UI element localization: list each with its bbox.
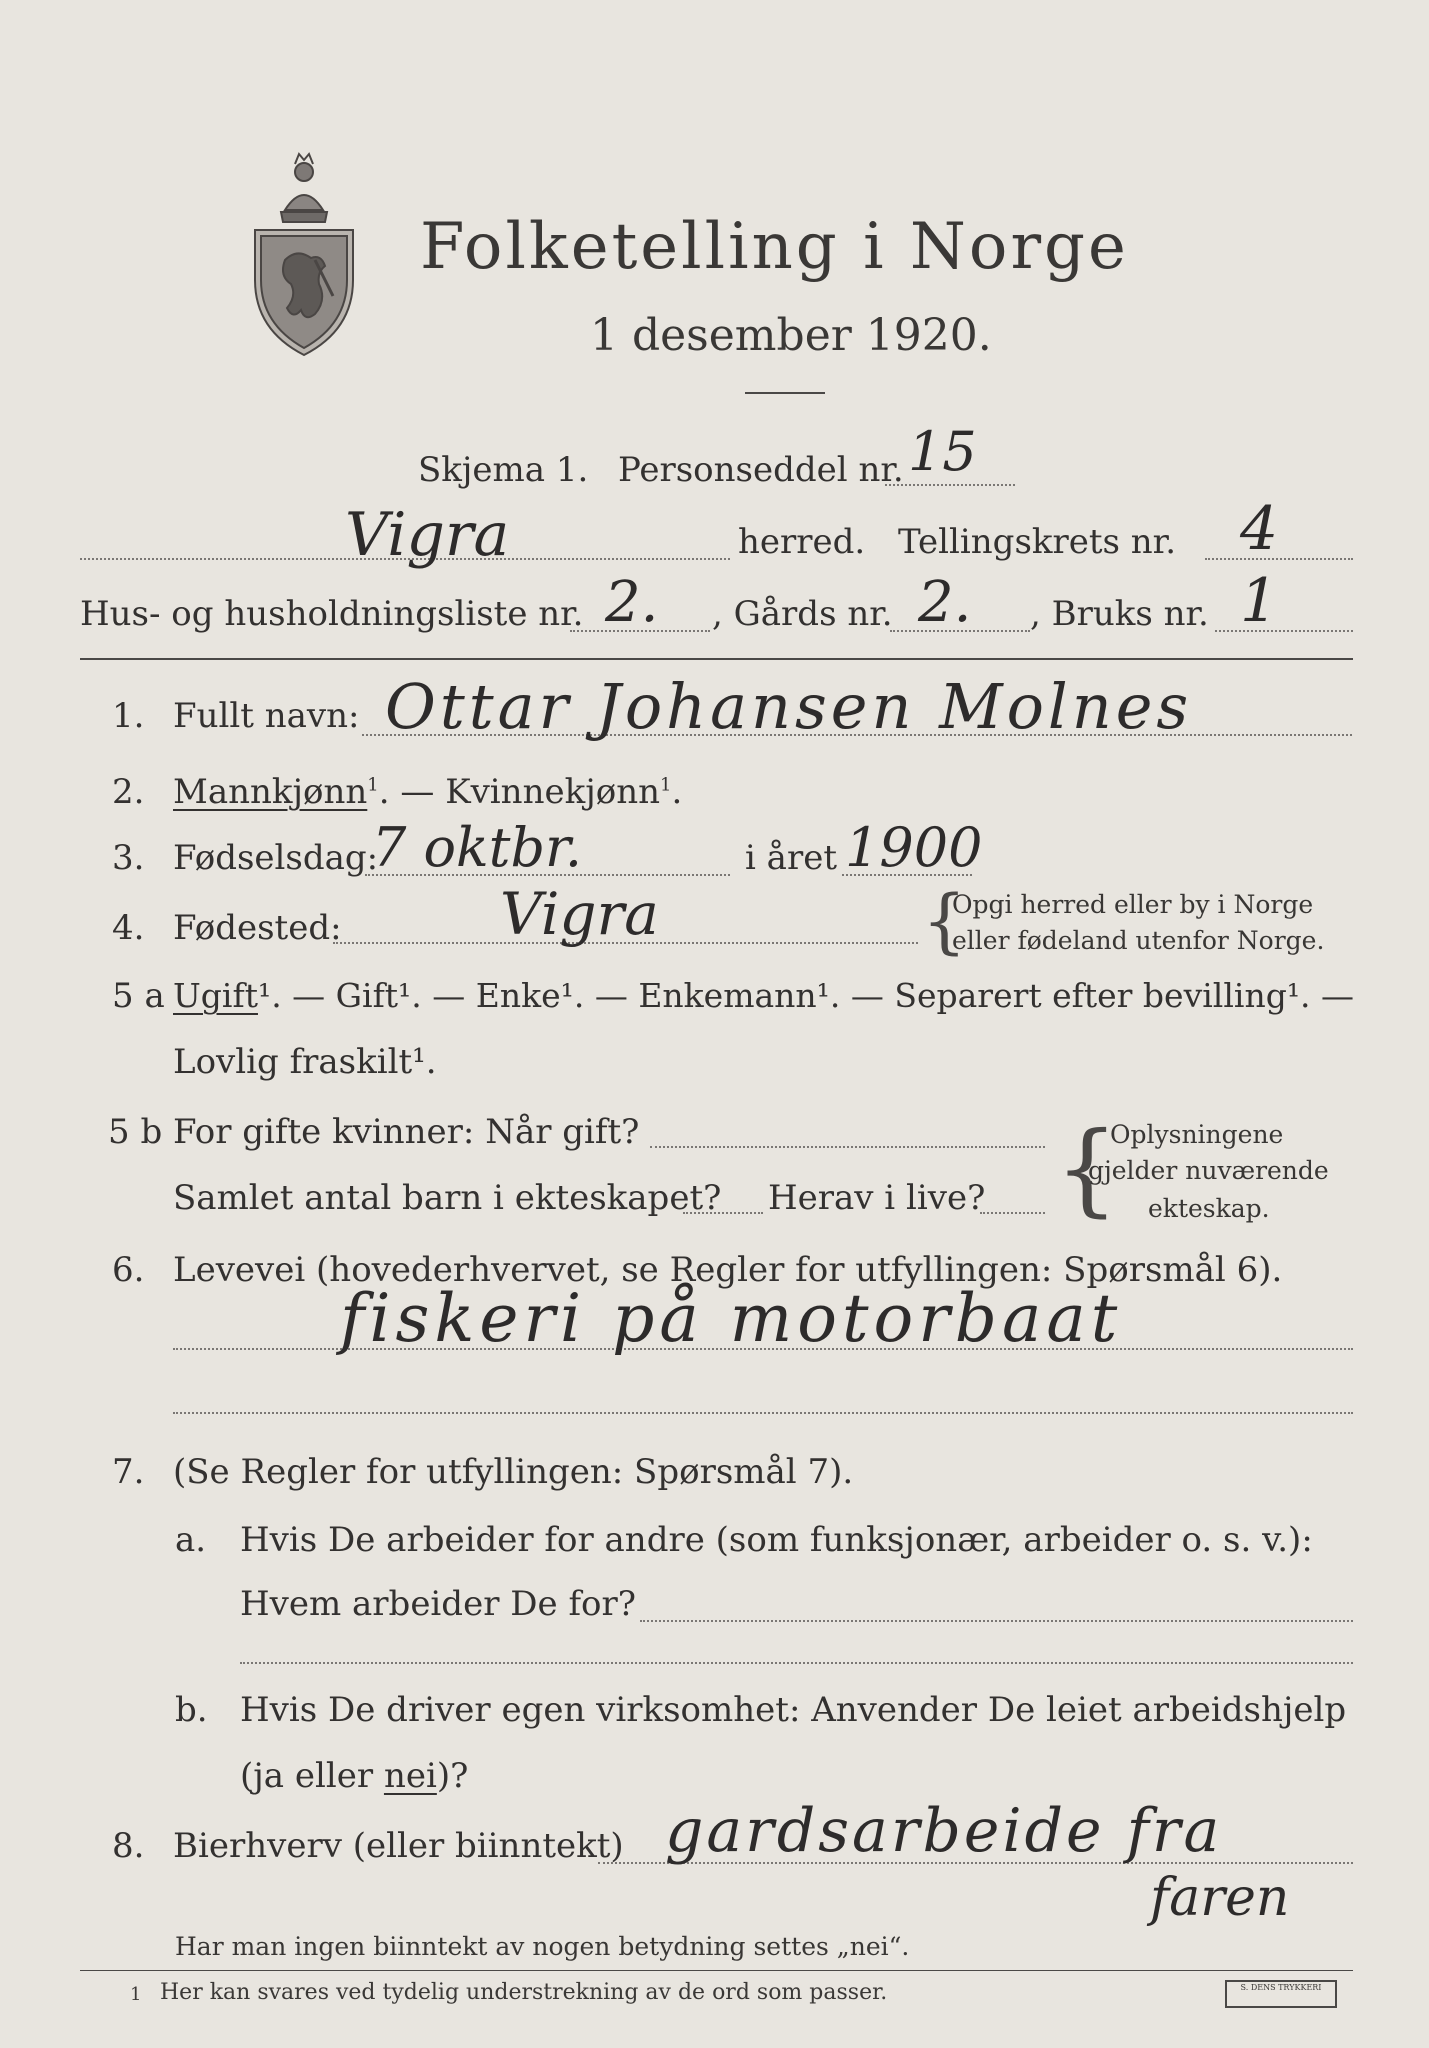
side-income-value-line2: faren <box>1150 1868 1290 1928</box>
q5b-note-line2: gjelder nuværende <box>1088 1156 1329 1185</box>
personseddel-value: 15 <box>908 420 977 483</box>
full-name-value: Ottar Johansen Molnes <box>385 670 1193 743</box>
married-when-field[interactable] <box>650 1146 1045 1148</box>
gards-value: 2. <box>918 570 972 635</box>
footnote-number: 1 <box>130 1984 142 2005</box>
tellingskrets-value: 4 <box>1240 494 1279 564</box>
gards-label: , Gårds nr. <box>712 594 893 634</box>
q7b-question <box>240 1756 468 1796</box>
q4-brace: { <box>922 880 967 962</box>
hus-label: Hus- og husholdningsliste nr. <box>80 594 584 634</box>
footer-rule <box>80 1970 1353 1971</box>
herred-value: Vigra <box>345 500 510 570</box>
footnote-text: Her kan svares ved tydelig understrekning av de ord som passer. <box>160 1980 888 2005</box>
header-rule <box>80 658 1353 660</box>
children-total-field[interactable] <box>683 1212 763 1214</box>
gender-end: . <box>671 772 683 812</box>
q8-label: Bierhverv (eller biinntekt) <box>173 1826 624 1866</box>
q8-number: 8. <box>112 1826 145 1866</box>
marital-others[interactable]: ¹. — Gift¹. — Enke¹. — Enkemann¹. — Separert efter bevilling¹. — <box>257 976 1355 1015</box>
bruks-value: 1 <box>1240 566 1279 636</box>
q4-note-line1: Opgi herred eller by i Norge <box>952 890 1314 919</box>
q4-note-line2: eller fødeland utenfor Norge. <box>952 926 1325 955</box>
occupation-value: fiskeri på motorbaat <box>340 1280 1123 1357</box>
q7a-question: Hvem arbeider De for? <box>240 1584 636 1624</box>
q7-label: (Se Regler for utfyllingen: Spørsmål 7). <box>173 1452 854 1492</box>
q2-number: 2. <box>112 772 145 812</box>
gender-kvinne[interactable]: Kvinnekjønn <box>445 772 660 812</box>
hus-value: 2. <box>605 570 659 635</box>
employer-field-line2[interactable] <box>240 1662 1353 1664</box>
census-date: 1 desember 1920. <box>590 310 992 361</box>
marital-fraskilt[interactable]: Lovlig fraskilt¹. <box>173 1042 437 1082</box>
bruks-label: , Bruks nr. <box>1030 594 1209 634</box>
marital-status-options <box>173 976 1354 1015</box>
tellingskrets-label: Tellingskrets nr. <box>898 522 1177 562</box>
q7-number: 7. <box>112 1452 145 1492</box>
year-label: i året <box>745 838 837 878</box>
q5b-children-total: Samlet antal barn i ekteskapet? <box>173 1178 722 1218</box>
q1-label: Fullt navn: <box>173 696 360 736</box>
year-value: 1900 <box>845 816 983 879</box>
norway-coat-of-arms-icon <box>245 150 363 360</box>
occupation-field-line2[interactable] <box>173 1412 1353 1414</box>
gender-mann-sup: 1 <box>367 774 379 796</box>
birthplace-value: Vigra <box>500 880 659 948</box>
personseddel-field[interactable] <box>885 484 1015 486</box>
children-alive-field[interactable] <box>980 1212 1045 1214</box>
q7a-letter: a. <box>175 1520 207 1560</box>
q3-number: 3. <box>112 838 145 878</box>
q7b-q-pre: (ja eller <box>240 1756 384 1796</box>
bruks-field[interactable] <box>1215 630 1353 632</box>
footer-note: Har man ingen biinntekt av nogen betydning settes „nei“. <box>175 1932 910 1961</box>
q4-label: Fødested: <box>173 908 342 948</box>
q5b-note-line3: ekteskap. <box>1148 1194 1270 1223</box>
q5b-number: 5 b <box>108 1112 163 1152</box>
title-divider <box>745 392 825 394</box>
employer-field[interactable] <box>640 1620 1353 1622</box>
side-income-value: gardsarbeide fra <box>665 1796 1223 1866</box>
q5a-number: 5 a <box>112 976 165 1016</box>
gender-separator: . — <box>378 772 446 812</box>
q5b-brace: { <box>1055 1110 1119 1227</box>
q6-number: 6. <box>112 1250 145 1290</box>
q3-label: Fødselsdag: <box>173 838 379 878</box>
skjema-label: Skjema 1. <box>418 450 589 490</box>
q1-number: 1. <box>112 696 145 736</box>
q7b-letter: b. <box>175 1690 208 1730</box>
q7a-text: Hvis De arbeider for andre (som funksjonær, arbeider o. s. v.): <box>240 1520 1313 1560</box>
tellingskrets-field[interactable] <box>1205 558 1353 560</box>
gender-kvinne-sup: 1 <box>660 774 672 796</box>
marital-ugift[interactable]: Ugift <box>173 976 258 1015</box>
q7b-q-post: )? <box>436 1756 469 1796</box>
q5b-children-alive: Herav i live? <box>768 1178 986 1218</box>
q5b-note-line1: Oplysningene <box>1110 1120 1284 1149</box>
q5b-married-when: For gifte kvinner: Når gift? <box>173 1112 640 1152</box>
form-title: Folketelling i Norge <box>420 210 1129 284</box>
birthday-value: 7 oktbr. <box>372 816 583 879</box>
printer-stamp: S. DENS TRYKKERI <box>1225 1980 1337 2008</box>
herred-label: herred. <box>738 522 866 562</box>
q4-number: 4. <box>112 908 145 948</box>
q6-label: Levevei (hovederhvervet, se Regler for utfyllingen: Spørsmål 6). <box>173 1250 1283 1290</box>
gender-options <box>173 772 682 812</box>
q7b-text: Hvis De driver egen virksomhet: Anvender De leiet arbeidshjelp <box>240 1690 1347 1730</box>
personseddel-label: Personseddel nr. <box>618 450 904 490</box>
gender-mann[interactable]: Mannkjønn <box>173 772 368 812</box>
q7b-nei-option[interactable]: nei <box>383 1756 437 1796</box>
